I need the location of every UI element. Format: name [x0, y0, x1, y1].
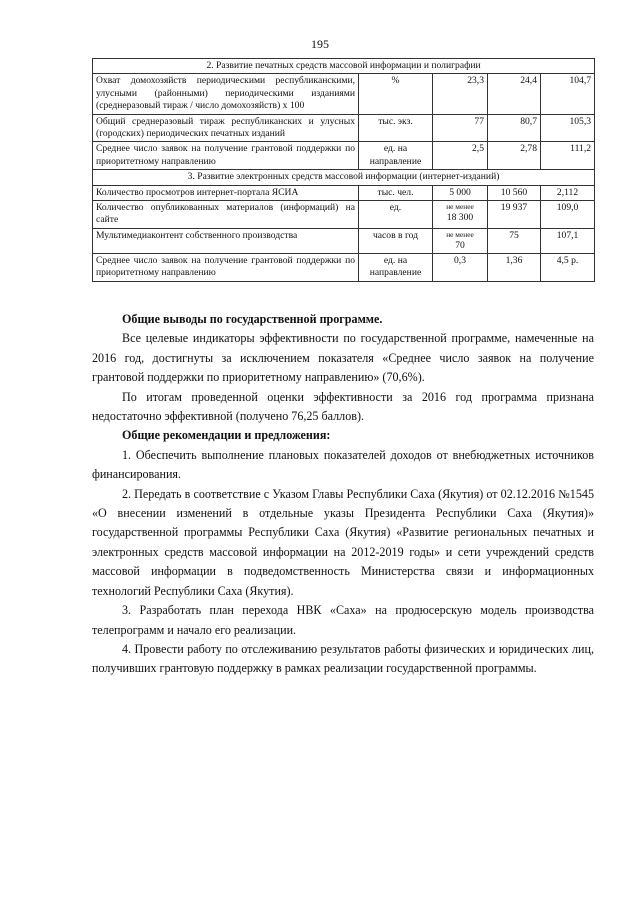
indicator-percent: 111,2 [541, 142, 595, 170]
conclusions-paragraph: По итогам проведенной оценки эффективности за 2016 год программа признана недостаточно эффективной (получено 76,25 баллов). [92, 389, 594, 424]
indicator-plan: 0,3 [433, 253, 488, 281]
table-row [93, 114, 595, 142]
conclusions-paragraph: Все целевые индикаторы эффективности по государственной программе, намеченные на 2016 год, достигнуты за исключением показателя «Среднее число заявок на получение грантовой поддержки по приоритетному направлению» (70,6%). [92, 331, 594, 385]
section-title: 3. Развитие электронных средств массовой информации (интернет-изданий) [93, 170, 595, 185]
indicator-plan: 77 [433, 114, 488, 142]
body-text [92, 310, 594, 679]
indicators-table [92, 58, 595, 282]
indicator-plan [433, 201, 488, 229]
indicator-percent: 104,7 [541, 74, 595, 114]
indicator-fact: 10 560 [488, 185, 541, 200]
indicator-name: Количество просмотров интернет-портала ЯСИА [93, 185, 359, 200]
indicator-name: Охват домохозяйств периодическими республиканскими, улусными (районными) периодическими изданиями (среднеразовый тираж / число домохозяйств) х 100 [93, 74, 359, 114]
indicator-fact: 19 937 [488, 201, 541, 229]
table-section-row [93, 170, 595, 185]
page-number: 195 [311, 37, 329, 51]
indicator-unit: ед. на направление [359, 142, 433, 170]
recommendation-item: 1. Обеспечить выполнение плановых показателей доходов от внебюджетных источников финансирования. [92, 447, 594, 482]
indicator-fact: 80,7 [488, 114, 541, 142]
indicator-fact: 1,36 [488, 253, 541, 281]
table-row [93, 228, 595, 253]
recommendation-item: 3. Разработать план перехода НВК «Саха» на продюсерскую модель производства телепрограмм и начало его реализации. [92, 603, 594, 637]
indicator-name: Среднее число заявок на получение грантовой поддержки по приоритетному направлению [93, 253, 359, 281]
indicator-fact: 24,4 [488, 74, 541, 114]
plan-prefix: не менее [446, 202, 474, 212]
table-row [93, 201, 595, 229]
table-row [93, 185, 595, 200]
plan-value: 18 300 [446, 212, 474, 224]
indicator-unit: часов в год [359, 228, 433, 253]
conclusions-heading: Общие выводы по государственной программе. [122, 312, 383, 326]
indicator-name: Количество опубликованных материалов (информаций) на сайте [93, 201, 359, 229]
indicator-unit: % [359, 74, 433, 114]
section-title: 2. Развитие печатных средств массовой информации и полиграфии [93, 59, 595, 74]
recommendation-item: 4. Провести работу по отслеживанию результатов работы физических и юридических лиц, получивших грантовую поддержку в рамках реализации государственной программы. [92, 641, 594, 676]
table-section-row [93, 59, 595, 74]
plan-prefix: не менее [446, 229, 474, 239]
indicator-unit: ед. [359, 201, 433, 229]
table-row [93, 253, 595, 281]
table-row [93, 142, 595, 170]
indicator-unit: тыс. экз. [359, 114, 433, 142]
indicator-name: Среднее число заявок на получение грантовой поддержки по приоритетному направлению [93, 142, 359, 170]
indicator-fact: 2,78 [488, 142, 541, 170]
indicator-percent: 4,5 р. [541, 253, 595, 281]
indicator-plan: 2,5 [433, 142, 488, 170]
indicator-unit: тыс. чел. [359, 185, 433, 200]
indicator-unit: ед. на направление [359, 253, 433, 281]
indicator-percent: 105,3 [541, 114, 595, 142]
recommendation-item: 2. Передать в соответствие с Указом Главы Республики Саха (Якутия) от 02.12.2016 №1545 «О внесении изменений в отдельные указы Президента Республики Саха (Якутия)» государственной программы Республики Саха (Якутия) «Развитие региональных печатных и электронных средств массовой информации на 2012-2019 годы» и сети учреждений средств массовой информации в подведомственность Министерства связи и информационных технологий Республики Саха (Якутия). [92, 486, 594, 598]
table-row [93, 74, 595, 114]
indicator-percent: 107,1 [541, 228, 595, 253]
indicator-plan: 23,3 [433, 74, 488, 114]
plan-value: 70 [455, 239, 465, 251]
indicator-plan [433, 228, 488, 253]
indicator-percent: 109,0 [541, 201, 595, 229]
indicator-fact: 75 [488, 228, 541, 253]
indicator-name: Мультимедиаконтент собственного производства [93, 228, 359, 253]
recommendations-heading: Общие рекомендации и предложения: [122, 428, 331, 443]
indicator-plan: 5 000 [433, 185, 488, 200]
indicator-percent: 2,112 [541, 185, 595, 200]
indicator-name: Общий среднеразовый тираж республиканских и улусных (городских) периодических печатных изданий [93, 114, 359, 142]
